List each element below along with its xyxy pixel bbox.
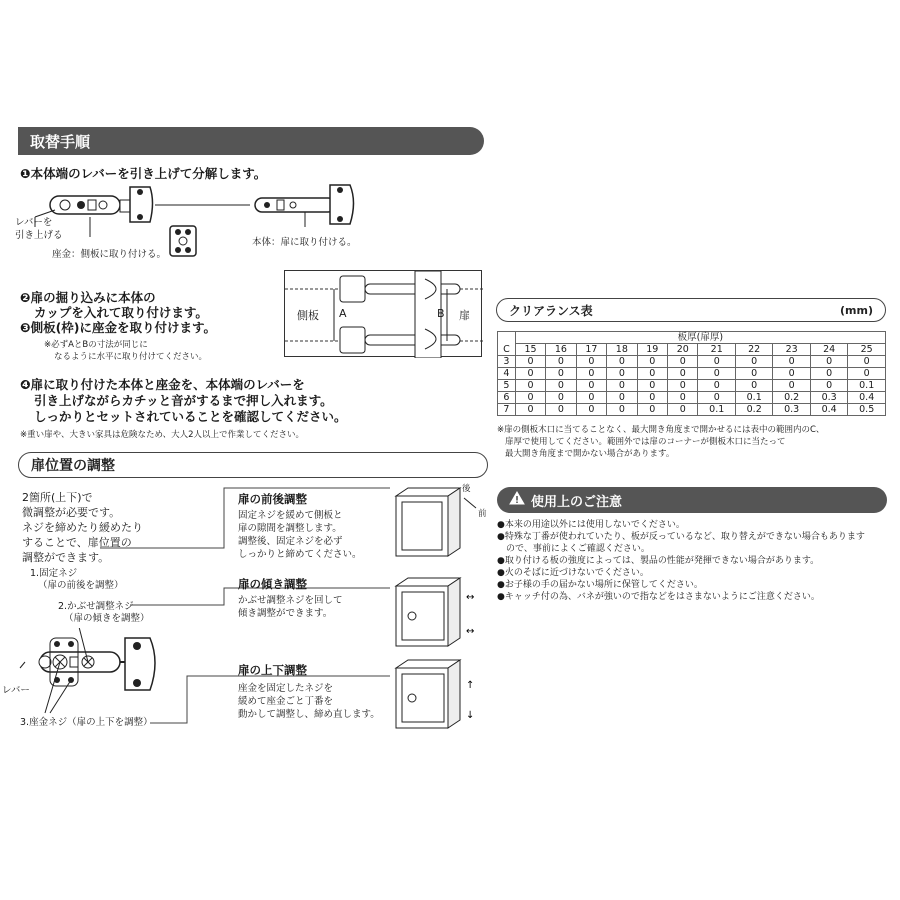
clearance-value-cell: 0: [515, 392, 545, 404]
clearance-value-cell: 0: [698, 392, 735, 404]
front-back-adjust-line1: 固定ネジを緩めて側板と: [238, 510, 343, 521]
vertical-adjust-line2: 緩めて座金ごと丁番を: [238, 696, 334, 707]
section-title: 扉位置の調整: [31, 458, 115, 474]
clearance-value-cell: 0: [515, 404, 545, 416]
clearance-value-cell: 0.4: [848, 392, 886, 404]
caution-item: ●取り付ける板の強度によっては、製品の性能が発揮できない場合があります。: [497, 556, 820, 566]
clearance-value-cell: 0: [607, 392, 637, 404]
step-2-line2: カップを入れて取り付けます。: [34, 305, 208, 320]
step-4-line1: ❹扉に取り付けた本体と座金を、本体端のレバーを: [20, 377, 305, 392]
clearance-row: [498, 404, 886, 416]
clearance-value-cell: 0: [773, 356, 810, 368]
adjustment-intro-line5: 調整ができます。: [22, 551, 110, 564]
heavy-door-warning: ※重い扉や、大きい家具は危険なため、大人2人以上で作業してください。: [20, 430, 305, 440]
thickness-column-header: 21: [698, 344, 735, 356]
clearance-value-cell: 0: [607, 380, 637, 392]
clearance-row: [498, 368, 886, 380]
section-title: 取替手順: [30, 132, 91, 151]
screw-3-label: 3.座金ネジ（扉の上下を調整）: [20, 717, 153, 728]
clearance-value-cell: 0: [698, 356, 735, 368]
clearance-value-cell: 0: [668, 380, 698, 392]
thickness-column-header: 17: [576, 344, 606, 356]
clearance-value-cell: 0: [735, 356, 772, 368]
clearance-value-cell: 0: [637, 392, 667, 404]
c-value-cell: 3: [498, 356, 516, 368]
clearance-value-cell: 0: [637, 356, 667, 368]
clearance-value-cell: 0.2: [773, 392, 810, 404]
svg-text:↑: ↑: [466, 680, 475, 691]
clearance-value-cell: 0.4: [810, 404, 847, 416]
screw-2-label: 2.かぶせ調整ネジ: [58, 601, 134, 612]
clearance-note-line2: 扉厚で使用してください。範囲外では扉のコーナーが側板木口に当たって: [505, 437, 786, 447]
step-2-line1: ❷扉の掘り込みに本体の: [20, 290, 156, 305]
clearance-value-cell: 0: [698, 380, 735, 392]
cabinet-front-back-illustration: [392, 484, 492, 564]
caution-item: ●特殊な丁番が使われていたり、板が反っているなど、取り替えができない場合もあります: [497, 532, 865, 542]
clearance-table-title: クリアランス表: [509, 303, 593, 318]
svg-text:↓: ↓: [466, 710, 475, 721]
clearance-value-cell: 0: [576, 368, 606, 380]
clearance-value-cell: 0: [773, 368, 810, 380]
svg-text:↔: ↔: [466, 626, 475, 637]
clearance-value-cell: 0: [515, 368, 545, 380]
clearance-value-cell: 0: [546, 380, 576, 392]
front-back-adjust-line3: 調整後、固定ネジを必ず: [238, 536, 343, 547]
clearance-value-cell: 0: [607, 368, 637, 380]
back-direction-label: 後: [462, 484, 471, 494]
clearance-value-cell: 0: [668, 392, 698, 404]
clearance-value-cell: 0: [848, 356, 886, 368]
c-value-cell: 4: [498, 368, 516, 380]
clearance-unit: (mm): [840, 303, 873, 317]
thickness-column-header: 24: [810, 344, 847, 356]
clearance-value-cell: 0: [576, 392, 606, 404]
c-value-cell: 7: [498, 404, 516, 416]
clearance-row: [498, 392, 886, 404]
step-3-note-line2: なるように水平に取り付けてください。: [54, 352, 208, 362]
c-value-cell: 6: [498, 392, 516, 404]
clearance-value-cell: 0: [546, 392, 576, 404]
clearance-value-cell: 0: [576, 356, 606, 368]
clearance-value-cell: 0: [515, 356, 545, 368]
clearance-note-line3: 最大開き角度まで開かない場合があります。: [505, 449, 675, 459]
caution-item: ●お子様の手の届かない場所に保管してください。: [497, 580, 703, 590]
clearance-value-cell: 0.2: [735, 404, 772, 416]
clearance-value-cell: 0: [668, 404, 698, 416]
adjustment-intro-line2: 微調整が必要です。: [22, 506, 121, 519]
c-header: C: [498, 344, 516, 356]
clearance-value-cell: 0: [698, 368, 735, 380]
screw-2-desc: （扉の傾きを調整）: [64, 613, 150, 624]
step-3-note-line1: ※必ずAとBの寸法が同じに: [44, 340, 148, 350]
vertical-adjust-line1: 座金を固定したネジを: [238, 683, 334, 694]
tilt-adjust-line1: かぶせ調整ネジを回して: [238, 595, 343, 606]
step-3-text: ❸側板(枠)に座金を取り付けます。: [20, 320, 217, 335]
clearance-value-cell: 0: [848, 368, 886, 380]
clearance-value-cell: 0: [546, 404, 576, 416]
dimension-b-label: B: [437, 307, 445, 320]
clearance-value-cell: 0.1: [735, 392, 772, 404]
warning-triangle-icon: [509, 491, 525, 509]
step-1-text: ❶本体端のレバーを引き上げて分解します。: [20, 166, 267, 181]
caution-item: ●本来の用途以外には使用しないでください。: [497, 520, 685, 530]
side-panel-label: 側板: [297, 309, 319, 322]
clearance-value-cell: 0: [810, 380, 847, 392]
clearance-value-cell: 0: [735, 380, 772, 392]
clearance-value-cell: 0: [515, 380, 545, 392]
clearance-value-cell: 0: [668, 356, 698, 368]
thickness-column-header: 23: [773, 344, 810, 356]
clearance-table-header: [496, 298, 886, 322]
clearance-value-cell: 0.3: [773, 404, 810, 416]
thickness-column-header: 19: [637, 344, 667, 356]
clearance-value-cell: 0.5: [848, 404, 886, 416]
door-label: 扉: [459, 309, 470, 322]
front-back-adjust-line4: しっかりと締めてください。: [238, 549, 362, 560]
thickness-column-header: 22: [735, 344, 772, 356]
tilt-adjust-title: 扉の傾き調整: [238, 577, 307, 591]
lever-label-line1: レバーを: [15, 217, 53, 228]
thickness-column-header: 25: [848, 344, 886, 356]
front-direction-label: 前: [478, 509, 487, 519]
clearance-table: [497, 331, 886, 416]
hinge-body-label: 本体：扉に取り付ける。: [252, 237, 357, 248]
thickness-column-header: 15: [515, 344, 545, 356]
front-back-adjust-line2: 扉の隙間を調整します。: [238, 523, 342, 534]
clearance-row: [498, 380, 886, 392]
clearance-value-cell: 0: [637, 404, 667, 416]
clearance-value-cell: 0: [546, 368, 576, 380]
caution-header: [497, 487, 887, 513]
clearance-value-cell: 0.3: [810, 392, 847, 404]
clearance-value-cell: 0: [668, 368, 698, 380]
clearance-value-cell: 0: [576, 404, 606, 416]
front-back-adjust-title: 扉の前後調整: [238, 492, 307, 506]
caution-title: 使用上のご注意: [531, 494, 623, 510]
adjustment-intro-line3: ネジを締めたり緩めたり: [22, 521, 143, 534]
lever-label: レバー: [2, 685, 30, 696]
vertical-adjust-line3: 動かして調整し、締め直します。: [238, 709, 380, 720]
step-4-line2: 引き上げながらカチッと音がするまで押し入れます。: [34, 393, 333, 408]
clearance-note-line1: ※扉の側板木口に当てることなく、最大開き角度まで開かせるには表中の範囲内のC、: [497, 425, 825, 435]
step-4-line3: しっかりとセットされていることを確認してください。: [34, 409, 347, 424]
thickness-column-header: 16: [546, 344, 576, 356]
caution-list: [497, 519, 865, 603]
c-value-cell: 5: [498, 380, 516, 392]
clearance-value-cell: 0: [576, 380, 606, 392]
clearance-value-cell: 0.1: [848, 380, 886, 392]
caution-item: ので、事前によくご確認ください。: [497, 544, 650, 554]
tilt-adjust-line2: 傾き調整ができます。: [238, 608, 333, 619]
cabinet-tilt-illustration: [392, 574, 492, 654]
clearance-row: [498, 356, 886, 368]
clearance-value-cell: 0: [607, 404, 637, 416]
vertical-adjust-title: 扉の上下調整: [238, 663, 307, 677]
clearance-value-cell: 0: [810, 368, 847, 380]
clearance-value-cell: 0: [607, 356, 637, 368]
adjustment-intro-line1: 2箇所(上下)で: [22, 491, 93, 504]
adjustment-intro-line4: することで、扉位置の: [22, 536, 132, 549]
clearance-value-cell: 0: [637, 380, 667, 392]
clearance-value-cell: 0: [735, 368, 772, 380]
screw-1-desc: （扉の前後を調整）: [38, 580, 124, 591]
lever-label-line2: 引き上げる: [15, 230, 63, 241]
svg-text:↔: ↔: [466, 592, 475, 603]
screw-1-label: 1.固定ネジ: [30, 568, 78, 579]
base-plate-label: 座金：側板に取り付ける。: [52, 249, 167, 260]
dimension-a-label: A: [339, 307, 347, 320]
clearance-value-cell: 0.1: [698, 404, 735, 416]
thickness-column-header: 20: [668, 344, 698, 356]
thickness-column-header: 18: [607, 344, 637, 356]
thickness-header: 板厚(扉厚): [515, 332, 885, 344]
clearance-value-cell: 0: [546, 356, 576, 368]
caution-item: ●キャッチ付の為、バネが強いので指などをはさまないようにご注意ください。: [497, 592, 820, 602]
clearance-value-cell: 0: [773, 380, 810, 392]
clearance-corner-cell: [498, 332, 516, 344]
cabinet-vertical-illustration: [392, 656, 492, 736]
caution-item: ●火のそばに近づけないでください。: [497, 568, 649, 578]
clearance-value-cell: 0: [810, 356, 847, 368]
clearance-value-cell: 0: [637, 368, 667, 380]
